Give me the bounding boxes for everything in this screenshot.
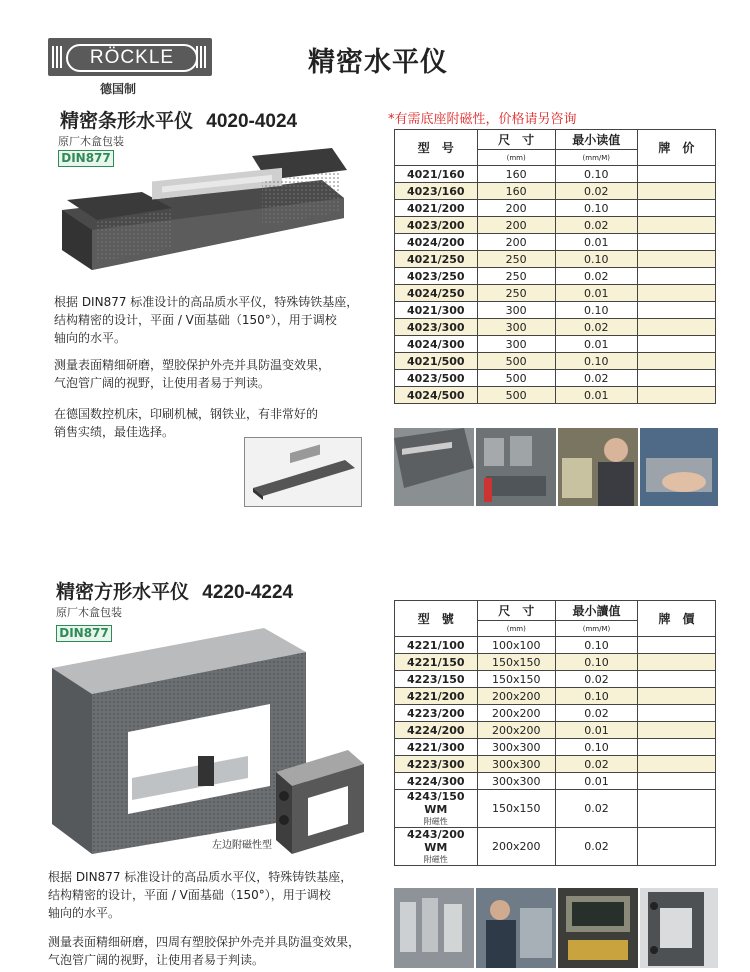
table-row [395,370,716,387]
cell-reading: 0.02 [556,790,638,828]
cell-reading: 0.10 [555,166,637,183]
cell-model: 4221/200 [395,688,478,705]
cell-size: 300 [477,302,555,319]
col-reading-unit: (mm/M) [556,621,638,637]
table-row [395,268,716,285]
model-code: 4243/150 WM [406,790,465,816]
photo-control-panel [558,888,638,968]
cell-model: 4023/160 [395,183,478,200]
col-reading-header: 最小读值 [555,130,637,150]
cell-model: 4023/500 [395,370,478,387]
cell-size: 200 [477,217,555,234]
photo-hand-level [640,428,718,506]
cell-reading: 0.01 [556,773,638,790]
cell-reading: 0.10 [556,739,638,756]
table-row-magnetic [395,790,716,828]
cell-price [637,370,715,387]
cell-size: 200 [477,200,555,217]
magnetic-label: 附磁性 [423,817,448,826]
cell-reading: 0.02 [555,217,637,234]
cell-size: 200x200 [477,705,555,722]
table-row [395,353,716,370]
cell-reading: 0.02 [555,319,637,336]
photo-fixtures [394,888,474,968]
col-price-header: 牌 价 [637,130,715,166]
cell-size: 150x150 [477,790,555,828]
cell-price [637,637,715,654]
table-row [395,302,716,319]
cell-price [637,302,715,319]
cell-size: 150x150 [477,654,555,671]
table-row [395,773,716,790]
table-row [395,739,716,756]
cell-price [637,828,715,866]
cell-model: 4223/300 [395,756,478,773]
photo-operator [476,888,556,968]
cell-model: 4024/200 [395,234,478,251]
cell-reading: 0.10 [556,688,638,705]
bar-level-small-photo [244,437,362,507]
cell-model: 4221/300 [395,739,478,756]
cell-model: 4221/150 [395,654,478,671]
cell-size: 300x300 [477,739,555,756]
cell-reading: 0.02 [555,183,637,200]
bar-level-spec-table [394,129,716,404]
table-row [395,285,716,302]
table-row [395,387,716,404]
col-price-header: 牌 價 [637,601,715,637]
cell-reading: 0.02 [556,828,638,866]
page-title: 精密水平仪 [308,47,448,78]
table-row [395,336,716,353]
cell-size: 160 [477,183,555,200]
logo-text: RÖCKLE [66,44,198,72]
cell-price [637,705,715,722]
section1-surface-description: 测量表面精细研磨，塑胶保护外壳并具防温变效果， 气泡管广阔的视野，让使用者易于判读。 [54,358,331,390]
table-row [395,234,716,251]
cell-price [637,268,715,285]
cell-model: 4223/150 [395,671,478,688]
cell-size: 100x100 [477,637,555,654]
cell-model: 4024/500 [395,387,478,404]
cell-reading: 0.10 [555,353,637,370]
cell-model: 4023/300 [395,319,478,336]
col-reading-header: 最小讀值 [556,601,638,621]
section1-sales-description: 在德国数控机床，印刷机械，钢铁业，有非常好的 销售实绩，最佳选择。 [54,407,319,439]
cell-model: 4021/250 [395,251,478,268]
cell-model: 4221/100 [395,637,478,654]
col-size-header: 尺 寸 [477,601,555,621]
cell-price [637,319,715,336]
section2-title: 精密方形水平仪 4220-4224 [56,581,294,603]
photo-level-closeup [394,428,474,506]
cell-price [637,251,715,268]
cell-size: 200x200 [477,722,555,739]
table-row [395,654,716,671]
cell-price [637,166,715,183]
cell-size: 160 [477,166,555,183]
cell-price [637,688,715,705]
cell-reading: 0.01 [556,722,638,739]
cell-model: 4024/250 [395,285,478,302]
photo-machine-parts [476,428,556,506]
col-model-header: 型 号 [395,130,478,166]
cell-model: 4223/200 [395,705,478,722]
cell-model [395,790,478,828]
cell-price [637,200,715,217]
cell-reading: 0.01 [555,234,637,251]
section2-packaging: 原厂木盒包装 [56,606,122,619]
section2-surface-description: 测量表面精细研磨，四周有塑胶保护外壳并具防温变效果， 气泡管广阔的视野，让使用者易于判读。 [48,935,361,967]
cell-reading: 0.10 [556,637,638,654]
cell-price [637,353,715,370]
table-row [395,756,716,773]
cell-size: 500 [477,370,555,387]
cell-price [637,387,715,404]
section1-description: 根据 DIN877 标准设计的高品质水平仪，特殊铸铁基座， 结构精密的设计，平面 / V面基础（150°），用于调校 轴向的水平。 [54,295,359,345]
table-row [395,705,716,722]
cell-price [637,183,715,200]
cell-reading: 0.02 [556,705,638,722]
table-row [395,251,716,268]
col-model-header: 型 號 [395,601,478,637]
bar-level-image [52,140,352,280]
square-level-spec-table [394,600,716,866]
section1-packaging: 原厂木盒包装 [58,135,124,148]
cell-model: 4021/160 [395,166,478,183]
col-size-header: 尺 寸 [477,130,555,150]
section2-din-badge: DIN877 [56,625,112,642]
table-row [395,200,716,217]
cell-reading: 0.01 [555,387,637,404]
magnetic-label: 附磁性 [423,855,448,864]
table-row [395,688,716,705]
cell-model: 4021/500 [395,353,478,370]
cell-size: 150x150 [477,671,555,688]
cell-reading: 0.02 [555,268,637,285]
cell-model: 4224/300 [395,773,478,790]
cell-price [637,773,715,790]
table-row [395,637,716,654]
origin-label: 德国制 [100,82,137,96]
col-size-unit: (mm) [477,150,555,166]
cell-price [637,739,715,756]
logo-bars-left [52,46,64,68]
table-row [395,671,716,688]
cell-model: 4021/200 [395,200,478,217]
cell-reading: 0.10 [555,302,637,319]
cell-price [637,722,715,739]
cell-model: 4021/300 [395,302,478,319]
col-size-unit: (mm) [477,621,555,637]
cell-reading: 0.02 [555,370,637,387]
table-row [395,183,716,200]
cell-price [637,234,715,251]
cell-model: 4224/200 [395,722,478,739]
cell-model [395,828,478,866]
cell-reading: 0.02 [556,671,638,688]
cell-size: 300x300 [477,756,555,773]
logo-bars-right [196,46,208,68]
table-row [395,722,716,739]
brand-logo [48,38,212,76]
cell-model: 4024/300 [395,336,478,353]
magnetic-model-caption: 左边附磁性型 [212,840,272,851]
cell-model: 4023/250 [395,268,478,285]
model-code: 4243/200 WM [406,828,465,854]
cell-reading: 0.10 [555,251,637,268]
cell-reading: 0.01 [555,336,637,353]
cell-size: 500 [477,387,555,404]
magnetic-base-note: *有需底座附磁性，价格请另咨询 [388,112,577,127]
cell-size: 250 [477,268,555,285]
cell-price [637,217,715,234]
cell-size: 250 [477,251,555,268]
cell-price [637,654,715,671]
cell-size: 300x300 [477,773,555,790]
cell-reading: 0.01 [555,285,637,302]
col-reading-unit: (mm/M) [555,150,637,166]
section1-title: 精密条形水平仪 4020-4024 [60,110,298,132]
cell-reading: 0.10 [556,654,638,671]
section1-din-badge: DIN877 [58,150,114,167]
cell-price [637,336,715,353]
cell-size: 200x200 [477,688,555,705]
cell-price [637,756,715,773]
cell-size: 300 [477,336,555,353]
table-row-magnetic [395,828,716,866]
photo-square-level [640,888,718,968]
table-row [395,166,716,183]
cell-size: 200 [477,234,555,251]
cell-size: 300 [477,319,555,336]
cell-price [637,790,715,828]
cell-model: 4023/200 [395,217,478,234]
cell-price [637,671,715,688]
square-level-image [48,628,378,860]
table-row [395,217,716,234]
cell-reading: 0.10 [555,200,637,217]
cell-reading: 0.02 [556,756,638,773]
cell-size: 500 [477,353,555,370]
cell-size: 200x200 [477,828,555,866]
photo-worker [558,428,638,506]
cell-price [637,285,715,302]
section2-description: 根据 DIN877 标准设计的高品质水平仪，特殊铸铁基座， 结构精密的设计，平面 / V面基础（150°），用于调校 轴向的水平。 [48,870,353,920]
table-row [395,319,716,336]
cell-size: 250 [477,285,555,302]
